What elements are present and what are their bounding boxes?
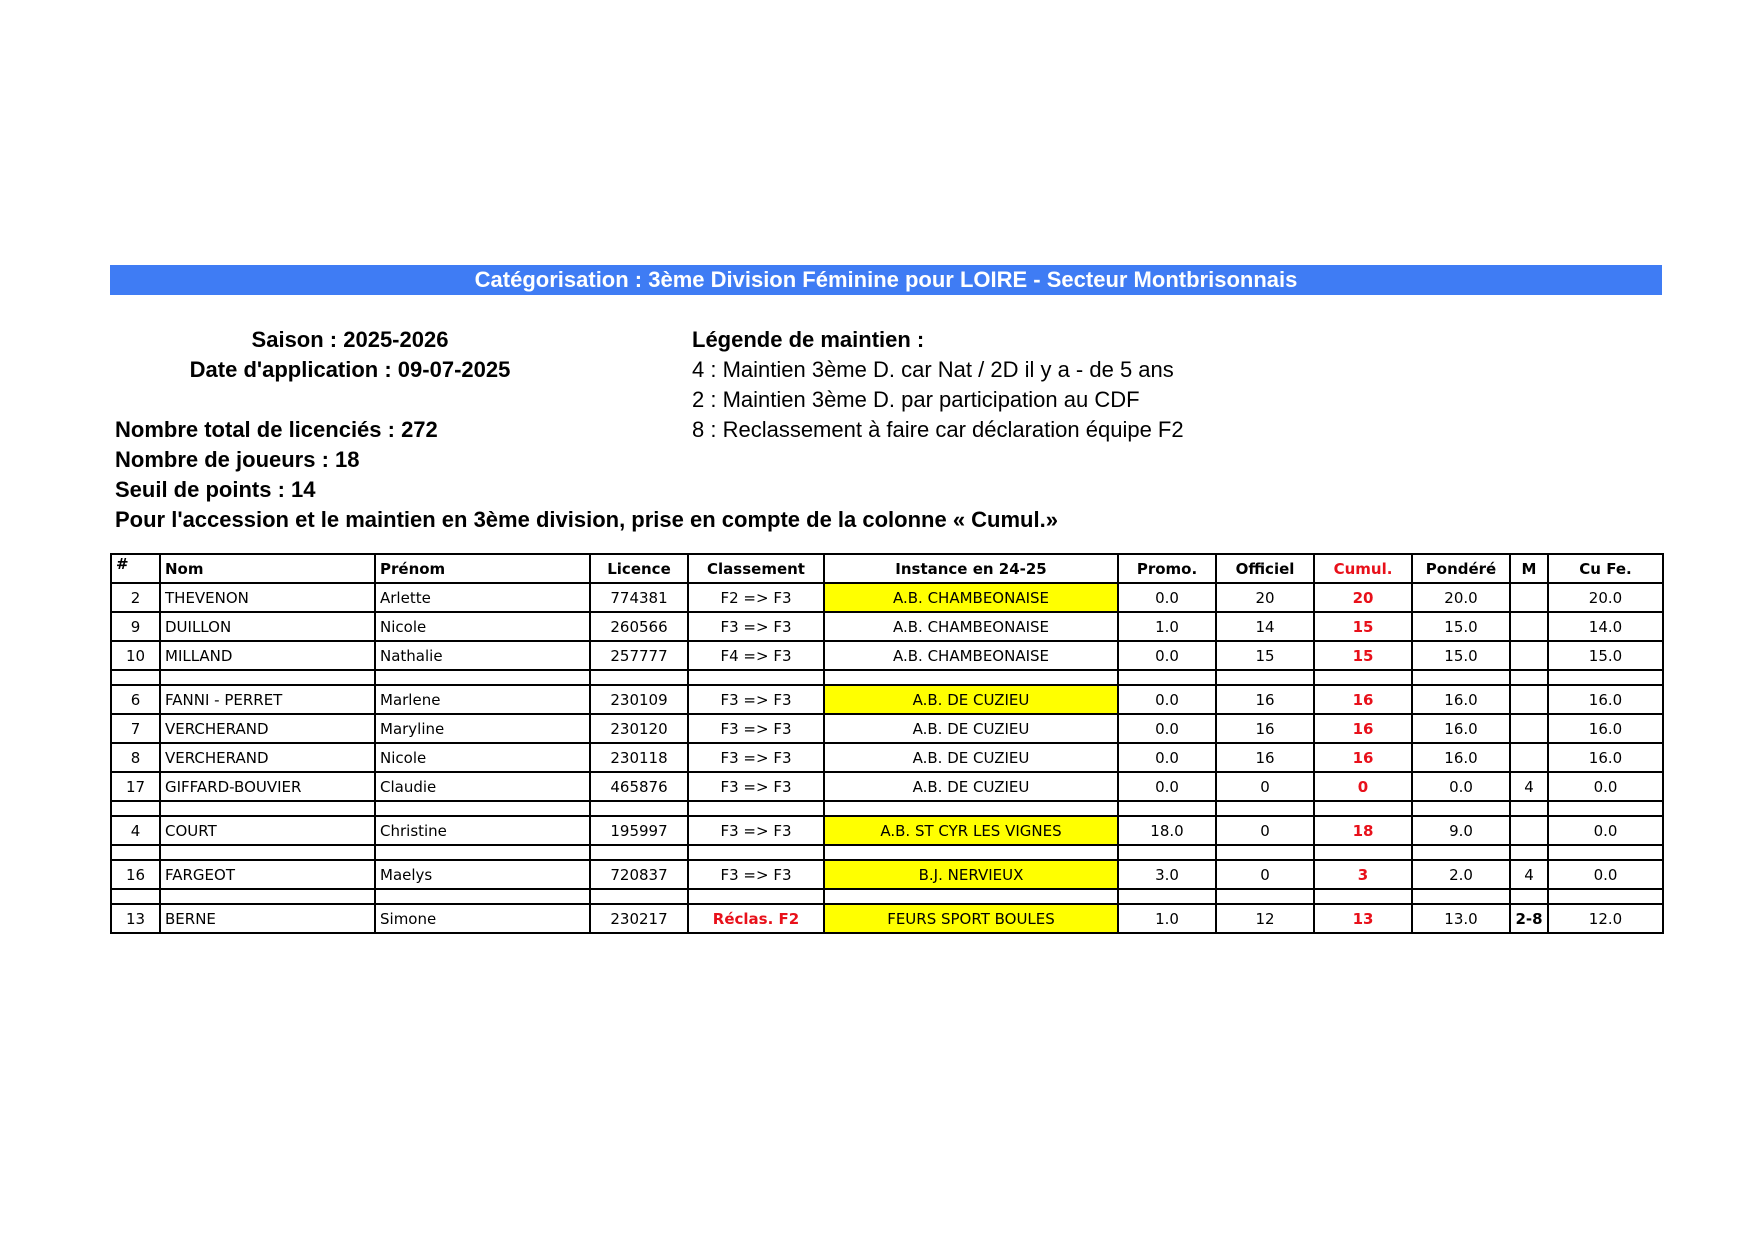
- cumul-note: Pour l'accession et le maintien en 3ème division, prise en compte de la colonne « Cumul.»: [115, 507, 1058, 532]
- table-row: [111, 641, 1663, 670]
- cell-num: 7: [111, 714, 160, 743]
- cell-classement: F3 => F3: [688, 612, 824, 641]
- cell-prenom: Simone: [375, 904, 590, 933]
- cell-classement: F2 => F3: [688, 583, 824, 612]
- cell-cufe: 20.0: [1548, 583, 1663, 612]
- table-header-row: [111, 554, 1663, 583]
- cell-cumul: 15: [1314, 612, 1412, 641]
- spacer-cell: [1412, 889, 1510, 904]
- cell-cufe: 16.0: [1548, 743, 1663, 772]
- spacer-cell: [160, 670, 375, 685]
- cell-m: 4: [1510, 860, 1548, 889]
- cell-promo: 0.0: [1118, 641, 1216, 670]
- table-row: [111, 860, 1663, 889]
- col-header-pondere: Pondéré: [1412, 554, 1510, 583]
- cell-promo: 1.0: [1118, 612, 1216, 641]
- table-row: [111, 685, 1663, 714]
- cell-cumul: 3: [1314, 860, 1412, 889]
- cell-officiel: 16: [1216, 743, 1314, 772]
- cell-cumul: 16: [1314, 685, 1412, 714]
- cell-instance: A.B. ST CYR LES VIGNES: [824, 816, 1118, 845]
- cell-promo: 0.0: [1118, 583, 1216, 612]
- spacer-cell: [824, 801, 1118, 816]
- col-header-classement: Classement: [688, 554, 824, 583]
- cell-nom: FANNI - PERRET: [160, 685, 375, 714]
- cell-prenom: Maryline: [375, 714, 590, 743]
- cell-prenom: Nathalie: [375, 641, 590, 670]
- cell-cumul: 20: [1314, 583, 1412, 612]
- cell-num: 17: [111, 772, 160, 801]
- table-spacer-row: [111, 889, 1663, 904]
- cell-nom: VERCHERAND: [160, 743, 375, 772]
- table-row: [111, 904, 1663, 933]
- spacer-cell: [1548, 801, 1663, 816]
- spacer-cell: [590, 670, 688, 685]
- cell-classement: F3 => F3: [688, 685, 824, 714]
- cell-cumul: 0: [1314, 772, 1412, 801]
- cell-pondere: 13.0: [1412, 904, 1510, 933]
- spacer-cell: [590, 801, 688, 816]
- col-header-nom: Nom: [160, 554, 375, 583]
- col-header-instance: Instance en 24-25: [824, 554, 1118, 583]
- table-row: [111, 816, 1663, 845]
- spacer-cell: [375, 670, 590, 685]
- cell-nom: VERCHERAND: [160, 714, 375, 743]
- points-threshold: Seuil de points : 14: [115, 477, 316, 502]
- cell-classement: F3 => F3: [688, 743, 824, 772]
- cell-officiel: 14: [1216, 612, 1314, 641]
- cell-nom: DUILLON: [160, 612, 375, 641]
- cell-promo: 0.0: [1118, 743, 1216, 772]
- spacer-cell: [1314, 801, 1412, 816]
- cell-promo: 18.0: [1118, 816, 1216, 845]
- page-title: Catégorisation : 3ème Division Féminine pour LOIRE - Secteur Montbrisonnais: [110, 265, 1662, 295]
- cell-licence: 465876: [590, 772, 688, 801]
- cell-instance: FEURS SPORT BOULES: [824, 904, 1118, 933]
- spacer-cell: [590, 845, 688, 860]
- spacer-cell: [1118, 801, 1216, 816]
- cell-pondere: 2.0: [1412, 860, 1510, 889]
- spacer-cell: [824, 670, 1118, 685]
- cell-prenom: Nicole: [375, 743, 590, 772]
- table-spacer-row: [111, 845, 1663, 860]
- spacer-cell: [1510, 801, 1548, 816]
- spacer-cell: [1548, 845, 1663, 860]
- spacer-cell: [1548, 670, 1663, 685]
- cell-classement: Réclas. F2: [688, 904, 824, 933]
- cell-instance: A.B. CHAMBEONAISE: [824, 612, 1118, 641]
- cell-m: [1510, 816, 1548, 845]
- categorisation-table: [110, 553, 1664, 934]
- table-spacer-row: [111, 801, 1663, 816]
- cell-nom: FARGEOT: [160, 860, 375, 889]
- spacer-cell: [1118, 889, 1216, 904]
- col-header-m: M: [1510, 554, 1548, 583]
- cell-licence: 257777: [590, 641, 688, 670]
- cell-prenom: Maelys: [375, 860, 590, 889]
- spacer-cell: [1314, 845, 1412, 860]
- spacer-cell: [1510, 845, 1548, 860]
- table-row: [111, 772, 1663, 801]
- cell-licence: 230109: [590, 685, 688, 714]
- spacer-cell: [1216, 670, 1314, 685]
- season-label: Saison : 2025-2026: [251, 327, 449, 352]
- stats: [115, 415, 1058, 535]
- cell-m: [1510, 583, 1548, 612]
- spacer-cell: [375, 845, 590, 860]
- cell-m: 2-8: [1510, 904, 1548, 933]
- cell-instance: A.B. DE CUZIEU: [824, 772, 1118, 801]
- cell-cufe: 15.0: [1548, 641, 1663, 670]
- cell-cumul: 18: [1314, 816, 1412, 845]
- cell-officiel: 12: [1216, 904, 1314, 933]
- cell-nom: THEVENON: [160, 583, 375, 612]
- cell-officiel: 0: [1216, 816, 1314, 845]
- cell-pondere: 16.0: [1412, 714, 1510, 743]
- spacer-cell: [1412, 801, 1510, 816]
- table-body: [111, 583, 1663, 933]
- cell-licence: 230118: [590, 743, 688, 772]
- table-row: [111, 583, 1663, 612]
- cell-cufe: 16.0: [1548, 685, 1663, 714]
- cell-officiel: 16: [1216, 685, 1314, 714]
- spacer-cell: [160, 889, 375, 904]
- cell-pondere: 0.0: [1412, 772, 1510, 801]
- cell-licence: 774381: [590, 583, 688, 612]
- spacer-cell: [1548, 889, 1663, 904]
- cell-pondere: 15.0: [1412, 641, 1510, 670]
- cell-classement: F4 => F3: [688, 641, 824, 670]
- cell-officiel: 16: [1216, 714, 1314, 743]
- spacer-cell: [1510, 889, 1548, 904]
- cell-num: 2: [111, 583, 160, 612]
- season-info: [110, 325, 590, 385]
- cell-m: [1510, 685, 1548, 714]
- cell-promo: 0.0: [1118, 714, 1216, 743]
- cell-instance: A.B. CHAMBEONAISE: [824, 641, 1118, 670]
- cell-instance: A.B. DE CUZIEU: [824, 743, 1118, 772]
- spacer-cell: [160, 845, 375, 860]
- cell-licence: 195997: [590, 816, 688, 845]
- cell-instance: A.B. DE CUZIEU: [824, 714, 1118, 743]
- cell-licence: 230217: [590, 904, 688, 933]
- spacer-cell: [1118, 670, 1216, 685]
- cell-cumul: 15: [1314, 641, 1412, 670]
- spacer-cell: [111, 845, 160, 860]
- table-row: [111, 714, 1663, 743]
- player-count: Nombre de joueurs : 18: [115, 447, 360, 472]
- cell-num: 8: [111, 743, 160, 772]
- cell-officiel: 20: [1216, 583, 1314, 612]
- cell-classement: F3 => F3: [688, 714, 824, 743]
- col-header-officiel: Officiel: [1216, 554, 1314, 583]
- spacer-cell: [111, 670, 160, 685]
- cell-m: [1510, 714, 1548, 743]
- table-row: [111, 612, 1663, 641]
- spacer-cell: [824, 845, 1118, 860]
- cell-prenom: Christine: [375, 816, 590, 845]
- cell-cumul: 16: [1314, 743, 1412, 772]
- cell-m: [1510, 743, 1548, 772]
- cell-prenom: Marlene: [375, 685, 590, 714]
- spacer-cell: [590, 889, 688, 904]
- cell-officiel: 0: [1216, 772, 1314, 801]
- spacer-cell: [688, 889, 824, 904]
- total-licencies: Nombre total de licenciés : 272: [115, 417, 438, 442]
- cell-promo: 3.0: [1118, 860, 1216, 889]
- cell-cufe: 12.0: [1548, 904, 1663, 933]
- spacer-cell: [1314, 889, 1412, 904]
- cell-classement: F3 => F3: [688, 772, 824, 801]
- cell-num: 16: [111, 860, 160, 889]
- cell-licence: 720837: [590, 860, 688, 889]
- cell-promo: 0.0: [1118, 772, 1216, 801]
- spacer-cell: [1216, 801, 1314, 816]
- cell-num: 10: [111, 641, 160, 670]
- cell-cufe: 14.0: [1548, 612, 1663, 641]
- legend-item: 4 : Maintien 3ème D. car Nat / 2D il y a - de 5 ans: [692, 357, 1174, 382]
- cell-promo: 1.0: [1118, 904, 1216, 933]
- spacer-cell: [375, 889, 590, 904]
- legend-item: 8 : Reclassement à faire car déclaration équipe F2: [692, 417, 1184, 442]
- spacer-cell: [688, 845, 824, 860]
- cell-licence: 260566: [590, 612, 688, 641]
- spacer-cell: [1412, 670, 1510, 685]
- spacer-cell: [375, 801, 590, 816]
- cell-cufe: 0.0: [1548, 816, 1663, 845]
- cell-num: 4: [111, 816, 160, 845]
- cell-prenom: Claudie: [375, 772, 590, 801]
- cell-cumul: 16: [1314, 714, 1412, 743]
- cell-classement: F3 => F3: [688, 816, 824, 845]
- col-header-prenom: Prénom: [375, 554, 590, 583]
- cell-pondere: 20.0: [1412, 583, 1510, 612]
- spacer-cell: [111, 801, 160, 816]
- application-date: Date d'application : 09-07-2025: [189, 357, 511, 382]
- cell-nom: GIFFARD-BOUVIER: [160, 772, 375, 801]
- cell-instance: A.B. CHAMBEONAISE: [824, 583, 1118, 612]
- spacer-cell: [688, 670, 824, 685]
- cell-num: 6: [111, 685, 160, 714]
- legend-item: 2 : Maintien 3ème D. par participation au CDF: [692, 387, 1140, 412]
- cell-m: [1510, 641, 1548, 670]
- spacer-cell: [1216, 889, 1314, 904]
- spacer-cell: [1314, 670, 1412, 685]
- cell-cufe: 0.0: [1548, 860, 1663, 889]
- cell-officiel: 0: [1216, 860, 1314, 889]
- cell-promo: 0.0: [1118, 685, 1216, 714]
- cell-prenom: Nicole: [375, 612, 590, 641]
- cell-num: 13: [111, 904, 160, 933]
- legend-title: Légende de maintien :: [692, 327, 925, 352]
- spacer-cell: [1510, 670, 1548, 685]
- cell-classement: F3 => F3: [688, 860, 824, 889]
- cell-num: 9: [111, 612, 160, 641]
- cell-m: 4: [1510, 772, 1548, 801]
- col-header-cumul: Cumul.: [1314, 554, 1412, 583]
- cell-instance: B.J. NERVIEUX: [824, 860, 1118, 889]
- cell-officiel: 15: [1216, 641, 1314, 670]
- cell-cumul: 13: [1314, 904, 1412, 933]
- spacer-cell: [824, 889, 1118, 904]
- col-header-licence: Licence: [590, 554, 688, 583]
- cell-prenom: Arlette: [375, 583, 590, 612]
- spacer-cell: [688, 801, 824, 816]
- spacer-cell: [1118, 845, 1216, 860]
- table-spacer-row: [111, 670, 1663, 685]
- table-row: [111, 743, 1663, 772]
- cell-instance: A.B. DE CUZIEU: [824, 685, 1118, 714]
- col-header-promo: Promo.: [1118, 554, 1216, 583]
- cell-pondere: 9.0: [1412, 816, 1510, 845]
- spacer-cell: [160, 801, 375, 816]
- spacer-cell: [1412, 845, 1510, 860]
- cell-pondere: 15.0: [1412, 612, 1510, 641]
- col-header-num: #: [111, 554, 160, 583]
- cell-nom: BERNE: [160, 904, 375, 933]
- cell-m: [1510, 612, 1548, 641]
- cell-pondere: 16.0: [1412, 685, 1510, 714]
- cell-nom: MILLAND: [160, 641, 375, 670]
- cell-nom: COURT: [160, 816, 375, 845]
- spacer-cell: [111, 889, 160, 904]
- cell-cufe: 16.0: [1548, 714, 1663, 743]
- cell-licence: 230120: [590, 714, 688, 743]
- spacer-cell: [1216, 845, 1314, 860]
- col-header-cufe: Cu Fe.: [1548, 554, 1663, 583]
- cell-pondere: 16.0: [1412, 743, 1510, 772]
- cell-cufe: 0.0: [1548, 772, 1663, 801]
